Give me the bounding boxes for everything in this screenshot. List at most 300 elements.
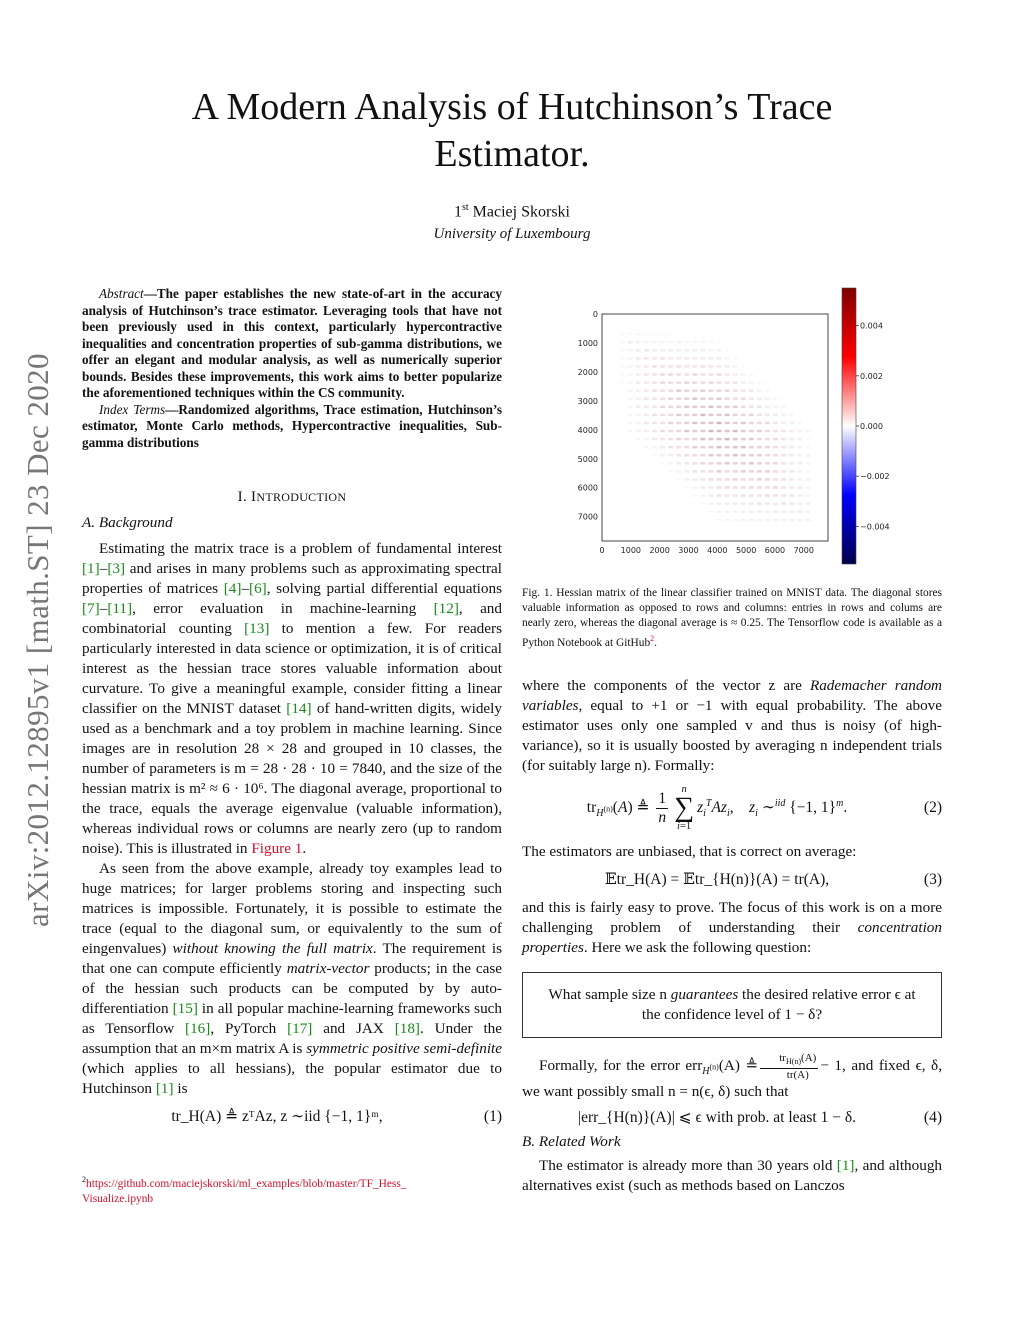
heatmap-cell [684,389,689,391]
ref-link[interactable]: [3] [107,560,126,577]
heatmap-cell [733,430,738,432]
heatmap-cell [628,357,633,359]
footnote-link[interactable]: https://github.com/maciejskorski/ml_examples/blob/master/TF_Hess_ [86,1177,407,1190]
ref-link[interactable]: [14] [286,700,312,717]
subsection-a-heading: A. Background [82,514,173,531]
footnote-link-cont[interactable]: Visualize.ipynb [82,1192,154,1205]
author [0,202,1024,221]
heatmap-cell [717,341,722,343]
heatmap-cell [692,478,697,480]
heatmap-cell [628,373,633,375]
heatmap-cell [660,333,665,335]
colorbar-tick-label: 0.004 [860,321,883,331]
heatmap-cell [765,422,770,424]
heatmap-cell [725,454,730,456]
heatmap-cell [644,430,649,432]
heatmap-cell [757,478,762,480]
heatmap-cell [644,333,649,335]
p6-text: − 1, and fixed ϵ, δ, we want possibly small n = n(ϵ, δ) such that [522,1057,943,1101]
heatmap-cell [660,422,665,424]
heatmap-cell [749,446,754,448]
p2-italic: without knowing the full matrix [172,940,373,957]
heatmap-cell [668,430,673,432]
p1-text: , and combinatorial counting [82,600,502,637]
heatmap-cell [733,502,738,504]
x-tick-label: 3000 [678,546,699,555]
heatmap-cell [773,462,778,464]
heatmap-cell [709,373,714,375]
heatmap-cell [684,478,689,480]
heatmap-cell [725,414,730,416]
heatmap-cell [636,406,641,408]
equation-4 [522,1108,942,1128]
p1-text: of hand-written digits, widely used as a benchmark and a toy problem in machine learning. Since images are in resolution 28 × 28 and grouped in 10 classes, the number of parameters is m = 28 · 28 · 10 = 7840, and the size of the hessian matrix is m² ≈ 6 · 10⁶. The diagonal average, proportional to the trace, equals the average eigenvalue (valuable information), whereas individual rows or columns are nearly zero (up to random noise). This is illustrated in [82,700,502,857]
heatmap-cell [717,446,722,448]
p2-text: , PyTorch [210,1020,288,1037]
heatmap-cell [789,430,794,432]
abstract [82,286,502,451]
heatmap-cell [684,486,689,488]
equation-4-body: |err_{H(n)}(A)| ⩽ ϵ with prob. at least 1 − δ. [577,1109,857,1127]
heatmap-cell [765,486,770,488]
heatmap-cell [676,398,681,400]
ref-link[interactable]: [12] [433,600,459,617]
paragraph-3 [522,676,942,776]
heatmap-cell [628,365,633,367]
ref-link[interactable]: [16] [185,1020,211,1037]
heatmap-cell [757,438,762,440]
ref-link[interactable]: [15] [172,1000,198,1017]
p2-text: (which applies to all hessians), the popular estimator due to Hutchinson [82,1060,502,1097]
heatmap-cell [660,446,665,448]
heatmap-cell [636,389,641,391]
heatmap-cell [733,357,738,359]
heatmap-cell [709,357,714,359]
heatmap-cell [636,398,641,400]
heatmap-cell [660,406,665,408]
p1-text: and arises in many problems such as approximating spectral properties of matrices [82,560,502,597]
heatmap-cell [741,494,746,496]
heatmap-cell [741,438,746,440]
heatmap-cell [781,406,786,408]
heatmap-cell [700,365,705,367]
heatmap-cell [676,381,681,383]
p3-text: , equal to +1 or −1 with equal probability. The above estimator uses only one sampled v and thus is noisy (of high-variance), so it is usually boosted by averaging n independent trials (for suitably large n). Formally: [522,697,942,774]
heatmap-cell [652,446,657,448]
heatmap-cell [644,341,649,343]
heatmap-cell [789,502,794,504]
heatmap-cell [676,349,681,351]
heatmap-cell [700,486,705,488]
caption-text-end: . [654,636,657,649]
heatmap-cell [725,511,730,513]
heatmap-cell [757,519,762,521]
heatmap-cell [789,414,794,416]
heatmap-cell [700,341,705,343]
heatmap-cell [725,494,730,496]
ref-link[interactable]: [17] [287,1020,313,1037]
heatmap-cell [676,357,681,359]
heatmap-cell [660,430,665,432]
heatmap-cell [628,414,633,416]
x-tick-label: 7000 [793,546,814,555]
heatmap-cell [773,430,778,432]
heatmap-cell [709,422,714,424]
heatmap-cell [765,494,770,496]
p2-italic: matrix-vector [286,960,370,977]
dash: – [99,600,108,617]
heatmap-cell [789,486,794,488]
x-tick-label: 4000 [707,546,728,555]
p2-text: is [173,1080,188,1097]
heatmap-cell [781,422,786,424]
heatmap-cell [652,341,657,343]
heatmap-cell [692,365,697,367]
heatmap-cell [709,454,714,456]
heatmap-cell [757,430,762,432]
heatmap-cell [709,365,714,367]
heatmap-cell [773,511,778,513]
heatmap-cell [805,511,810,513]
heatmap-cell [636,365,641,367]
heatmap-cell [741,365,746,367]
heatmap-cell [709,478,714,480]
heatmap-cell [733,454,738,456]
colorbar-tick-label: −0.004 [860,522,890,532]
paragraph-5 [522,898,942,958]
heatmap-cell [797,462,802,464]
heatmap-cell [717,494,722,496]
heatmap-cell [628,381,633,383]
heatmap-cell [733,462,738,464]
heatmap-cell [765,502,770,504]
heatmap-cell [628,333,633,335]
heatmap-cell [781,454,786,456]
caption-footnote-mark[interactable]: 2 [650,634,655,643]
heatmap-cell [709,462,714,464]
author-sup: st [462,202,469,213]
paragraph-4: The estimators are unbiased, that is correct on average: [522,843,857,860]
heatmap-cell [733,438,738,440]
heatmap-cell [709,381,714,383]
heatmap-cell [749,486,754,488]
heatmap-cell [749,373,754,375]
heatmap-cell [676,478,681,480]
heatmap-cell [660,381,665,383]
heatmap-cell [781,519,786,521]
heatmap-cell [757,422,762,424]
p3-italic: Rademacher random variables [522,677,942,714]
author-number: 1 [454,203,462,221]
heatmap-cell [781,446,786,448]
heatmap-cell [757,502,762,504]
heatmap-cell [684,373,689,375]
ref-link[interactable]: [7] [82,600,100,617]
heatmap-cell [749,398,754,400]
heatmap-cell [652,349,657,351]
heatmap-cell [781,438,786,440]
heatmap-cell [773,422,778,424]
p6-text: (A) ≜ [718,1057,759,1075]
heatmap-cell [717,406,722,408]
heatmap-cell [773,470,778,472]
abstract-text: —The paper establishes the new state-of-art in the accuracy analysis of Hutchinson’s trace estimator. Leveraging tools that have not been previously used in this context, particularly hypercontractive inequalities and concentration properties of sub-gamma distributions, we offer an elegant and modular analysis, as well as numerically superior bounds. Besides these improvements, this work aims to better popularize the aforementioned techniques within the CS community. [82,286,502,400]
heatmap-cell [676,341,681,343]
heatmap-cell [644,446,649,448]
heatmap-cell [741,381,746,383]
heatmap-cell [684,349,689,351]
affiliation: University of Luxembourg [433,226,591,242]
heatmap-cell [709,470,714,472]
heatmap-cell [660,341,665,343]
heatmap-cell [700,478,705,480]
heatmap-cell [628,341,633,343]
heatmap-cell [636,422,641,424]
heatmap-cell [660,414,665,416]
heatmap-cell [676,373,681,375]
heatmap-cell [709,398,714,400]
heatmap-cell [652,333,657,335]
heatmap-cell [717,502,722,504]
heatmap-cell [733,486,738,488]
heatmap-cell [684,438,689,440]
heatmap-cell [644,438,649,440]
heatmap-cell [620,365,625,367]
x-tick-label: 6000 [764,546,786,555]
heatmap-cell [676,389,681,391]
ref-link[interactable]: [13] [244,620,270,637]
heatmap-cell [797,502,802,504]
left-column [82,513,502,1127]
heatmap-cell [725,470,730,472]
heatmap-cell [749,454,754,456]
heatmap-cell [765,519,770,521]
hessian-heatmap [560,284,900,568]
heatmap-cell [741,502,746,504]
heatmap-cell [692,486,697,488]
equation-4-number: (4) [923,1109,942,1127]
figure-1 [560,284,900,568]
heatmap-cell [781,486,786,488]
heatmap-cell [717,357,722,359]
heatmap-cell [725,519,730,521]
p5-text: . Here we ask the following question: [583,939,812,956]
heatmap-cell [733,470,738,472]
heatmap-cell [805,486,810,488]
heatmap-cell [741,454,746,456]
heatmap-cell [700,357,705,359]
heatmap-cell [620,349,625,351]
heatmap-cell [805,446,810,448]
heatmap-cell [797,511,802,513]
plot-frame [602,314,828,541]
heatmap-cell [709,446,714,448]
heatmap-cell [805,470,810,472]
heatmap-cell [717,454,722,456]
heatmap-cell [717,365,722,367]
heatmap-cell [684,406,689,408]
heatmap-cell [789,446,794,448]
heatmap-cell [797,478,802,480]
equation-2-body: $tr_{H^{(n)}}(A)$ ≜ $\frac{1}{n}$ n ∑ i=1 $z_i^TAz_i$, $z_i$ ∼$^{iid}$ {−1, 1}$^m$. [586,784,848,832]
heatmap-cell [668,389,673,391]
heatmap-cell [757,470,762,472]
heatmap-cell [781,414,786,416]
ref-link[interactable]: [1] [155,1080,174,1097]
heatmap-cell [797,438,802,440]
heatmap-cell [797,486,802,488]
heatmap-cell [757,511,762,513]
heatmap-cell [676,470,681,472]
p2-text: in all popular machine-learning frameworks such as Tensorflow [82,1000,502,1037]
heatmap-cell [692,406,697,408]
section-heading-introduction: I. INTRODUCTION [237,489,347,505]
x-tick-label: 0 [599,546,605,555]
heatmap-cell [765,398,770,400]
heatmap-cell [805,494,810,496]
heatmap-cell [700,349,705,351]
heatmap-cell [660,357,665,359]
equation-1 [82,1107,502,1127]
heatmap-cell [660,389,665,391]
heatmap-cell [781,430,786,432]
heatmap-cell [781,494,786,496]
heatmap-cell [652,381,657,383]
heatmap-cell [684,398,689,400]
ref-link[interactable]: [18] [394,1020,420,1037]
heatmap-cell [700,502,705,504]
section-rest: NTRODUCTION [256,490,347,504]
heatmap-cell [636,381,641,383]
heatmap-cell [749,389,754,391]
heatmap-cell [733,511,738,513]
subsection-b-heading: B. Related Work [522,1133,621,1151]
heatmap-cell [628,389,633,391]
paragraph-7 [522,1156,942,1196]
x-tick-label: 1000 [620,546,642,555]
box-italic: guarantees [670,986,739,1003]
heatmap-cell [733,406,738,408]
heatmap-cell [668,333,673,335]
ref-link[interactable]: [1] [82,560,100,577]
heatmap-cell [684,357,689,359]
heatmap-cell [733,414,738,416]
ref-link[interactable]: [1] [836,1157,855,1175]
heatmap-cell [765,406,770,408]
heatmap-cell [692,470,697,472]
heatmap-cell [717,478,722,480]
heatmap-cell [684,381,689,383]
heatmap-cell [692,414,697,416]
ref-link[interactable]: [4] [223,580,242,597]
heatmap-cell [644,373,649,375]
ref-link[interactable]: [6] [249,580,267,597]
figure-1-link[interactable]: Figure 1 [251,840,303,857]
heatmap-cell [660,398,665,400]
dash: – [99,560,108,577]
heatmap-cell [636,341,641,343]
x-tick-label: 5000 [735,546,757,555]
p5-text: and this is fairly easy to prove. The focus of this work is on a more challenging problem of understanding their [522,899,942,936]
heatmap-cell [725,478,730,480]
heatmap-cell [692,357,697,359]
heatmap-cell [773,414,778,416]
heatmap-cell [644,422,649,424]
heatmap-cell [700,381,705,383]
y-tick-label: 4000 [577,425,598,435]
heatmap-cell [660,438,665,440]
heatmap-cell [749,438,754,440]
heatmap-cell [789,462,794,464]
arxiv-id: arXiv:2012.12895v1 [math.ST] 23 Dec 2020 [20,353,55,927]
heatmap-cell [749,414,754,416]
heatmap-cell [700,494,705,496]
heatmap-cell [652,406,657,408]
heatmap-cell [700,389,705,391]
heatmap-cell [765,478,770,480]
heatmap-cell [733,519,738,521]
heatmap-cell [741,446,746,448]
heatmap-cell [725,438,730,440]
heatmap-cell [676,365,681,367]
p1-text: to mention a few. For readers particularly interested in data science or optimization, it is of critical interest as the hessian trace stores valuable information about curvature. To give a meaningful example, consider fitting a linear classifier on the MNIST dataset [82,620,502,717]
heatmap-cell [717,422,722,424]
heatmap-cell [620,333,625,335]
heatmap-cell [773,406,778,408]
heatmap-cell [789,438,794,440]
heatmap-cell [676,462,681,464]
heatmap-cell [741,519,746,521]
heatmap-cell [668,462,673,464]
heatmap-cell [797,519,802,521]
p7-text: The estimator is already more than 30 years old [539,1157,837,1175]
p2-text: . Under the assumption that an m×m matrix A is [82,1020,502,1057]
heatmap-cell [668,357,673,359]
heatmap-cell [781,462,786,464]
heatmap-cell [749,430,754,432]
heatmap-cell [692,454,697,456]
heatmap-cell [668,365,673,367]
heatmap-cell [700,398,705,400]
heatmap-cell [717,462,722,464]
heatmap-cell [717,430,722,432]
question-box [522,972,942,1038]
heatmap-cell [725,462,730,464]
heatmap-cell [660,454,665,456]
heatmap-cell [757,494,762,496]
p6-text: Formally, for the error err [539,1057,703,1075]
paragraph-6: Formally, for the error err$_{H^{(n)}}$(A) ≜ $\frac{tr_{H(n)}(A)}{tr(A)}$ − 1, and fixed ϵ, δ, we want possibly small n = n(ϵ, δ) such that [522,1052,943,1101]
heatmap-cell [692,494,697,496]
p2-text: and JAX [312,1020,395,1037]
heatmap-cell [620,341,625,343]
heatmap-cell [805,454,810,456]
heatmap-cell [733,446,738,448]
heatmap-cell [797,494,802,496]
heatmap-cell [749,406,754,408]
heatmap-cell [676,430,681,432]
equation-2 [522,782,942,834]
heatmap-cell [741,470,746,472]
heatmap-cell [749,494,754,496]
title-line-2: Estimator. [434,133,590,175]
heatmap-cell [709,389,714,391]
heatmap-cell [725,502,730,504]
index-terms-text: —Randomized algorithms, Trace estimation, Hutchinson’s estimator, Monte Carlo methods, Hypercontractive inequalities, Sub-gamma distributions [82,401,502,450]
ref-link[interactable]: [11] [107,600,133,617]
heatmap-cell [717,389,722,391]
y-tick-label: 3000 [577,396,598,406]
